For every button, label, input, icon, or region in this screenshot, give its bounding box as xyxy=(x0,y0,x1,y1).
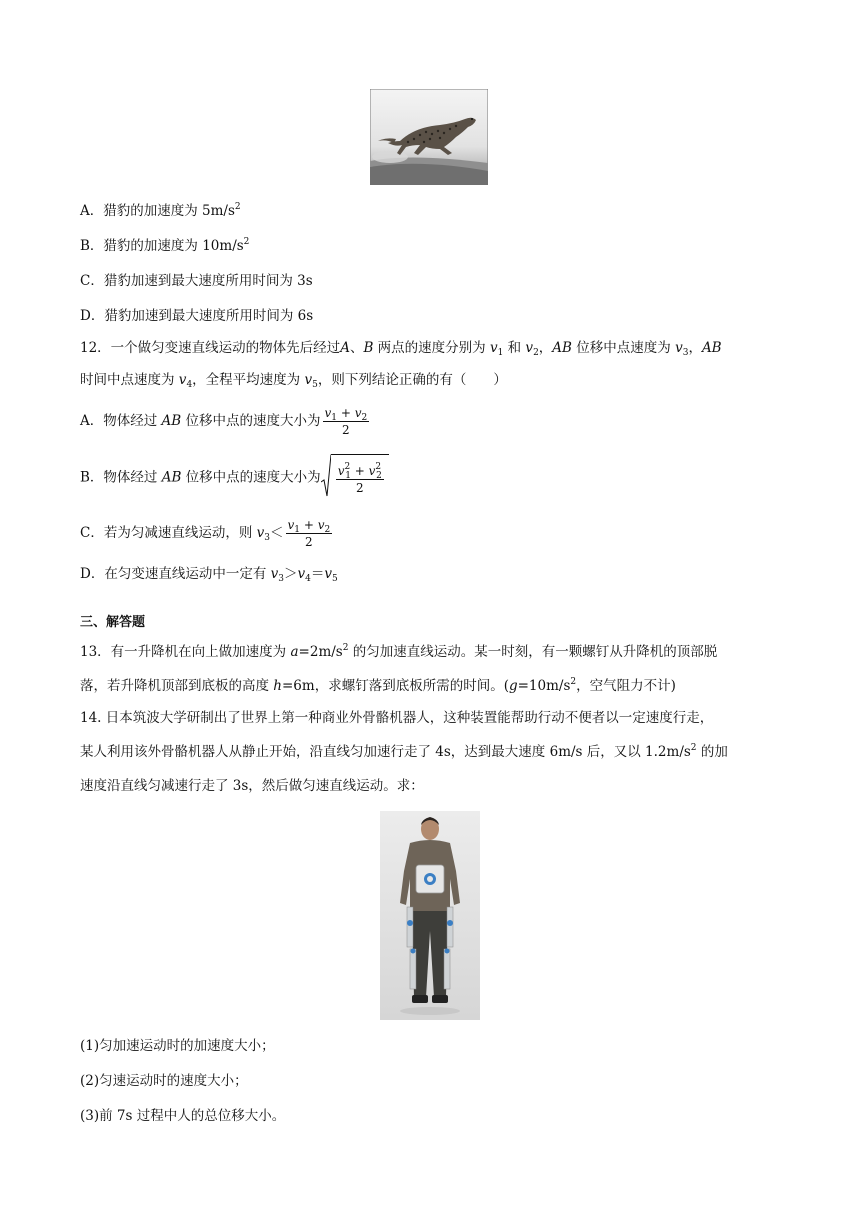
subscript: 3 xyxy=(682,348,689,358)
q13-line2 xyxy=(80,676,676,696)
q14-subquestion-1: (1)匀加速运动时的加速度大小； xyxy=(80,1038,275,1054)
q14-subquestion-2: (2)匀速运动时的速度大小； xyxy=(80,1073,248,1089)
q12-option-c xyxy=(80,515,334,551)
separator: ， xyxy=(538,340,553,356)
subscript: 1 xyxy=(497,348,504,358)
var-v: v xyxy=(525,340,534,356)
subscript: 1 xyxy=(294,525,301,535)
subscript: 2 xyxy=(533,348,539,358)
superscript: 2 xyxy=(344,462,351,472)
var-v: v xyxy=(675,340,683,356)
var-v: v xyxy=(368,464,376,478)
fraction-sum-of-squares-over-2 xyxy=(336,463,384,496)
section-title: 三、解答题 xyxy=(80,615,146,630)
var-v: v xyxy=(324,566,333,582)
var-v: v xyxy=(337,464,345,478)
subscript: 5 xyxy=(332,574,338,584)
subscript: 2 xyxy=(361,413,368,423)
q12-stem-text: ，则下列结论正确的有（ ） xyxy=(317,372,507,388)
less-than: ＜ xyxy=(270,525,284,541)
q12-stem-line1 xyxy=(80,338,722,358)
denominator: 2 xyxy=(342,423,350,437)
q12-option-b xyxy=(80,454,389,502)
q13-text: =6m，求螺钉落到底板所需的时间。( xyxy=(282,678,509,694)
q11-option-b xyxy=(80,236,249,256)
q12-option-text: 位移中点的速度大小为 xyxy=(181,413,321,429)
var-v: v xyxy=(178,372,187,388)
var-v: v xyxy=(297,566,306,582)
var-v: v xyxy=(287,518,295,532)
var-v: v xyxy=(489,340,498,356)
q12-stem-text: 两点的速度分别为 xyxy=(373,340,490,356)
q12-option-text: A．物体经过 xyxy=(80,413,162,429)
q11-option-d: D．猎豹加速到最大速度所用时间为 6s xyxy=(80,308,314,324)
point-b: B xyxy=(363,340,374,356)
subscript: 4 xyxy=(305,574,311,584)
equals: ＝ xyxy=(310,566,325,582)
q14-text: 的加 xyxy=(696,744,728,760)
var-v: v xyxy=(354,406,362,420)
q14-text: 某人利用该外骨骼机器人从静止开始，沿直线匀加速行走了 4s，达到最大速度 6m/s 后，又以 1.2m/s xyxy=(80,744,691,760)
separator: 、 xyxy=(349,340,364,356)
denominator: 2 xyxy=(305,535,313,549)
sqrt-expression xyxy=(321,454,389,502)
q12-stem-line2 xyxy=(80,370,507,390)
superscript: 2 xyxy=(375,462,382,472)
exoskeleton-image xyxy=(380,811,480,1020)
var-v: v xyxy=(270,566,279,582)
var-v: v xyxy=(304,372,313,388)
q12-stem-text: 时间中点速度为 xyxy=(80,372,179,388)
segment-ab: AB xyxy=(161,469,182,486)
var-a: a xyxy=(290,644,299,660)
superscript: 2 xyxy=(570,677,577,687)
q12-option-text: D．在匀变速直线运动中一定有 xyxy=(80,566,271,582)
q13-text: ，空气阻力不计) xyxy=(576,678,676,694)
q11-option-c: C．猎豹加速到最大速度所用时间为 3s xyxy=(80,273,313,289)
q12-option-d xyxy=(80,564,338,584)
fraction-v1-plus-v2-over-2 xyxy=(286,517,333,550)
var-h: h xyxy=(273,678,282,694)
q11-option-a-sup: 2 xyxy=(234,202,241,212)
q13-text: 落，若升降机顶部到底板的高度 xyxy=(80,678,274,694)
subscript: 3 xyxy=(264,533,270,543)
q12-option-text: B．物体经过 xyxy=(80,469,162,486)
subscript: 2 xyxy=(376,471,382,481)
plus: + xyxy=(300,518,318,532)
q14-line3: 速度沿直线匀减速行走了 3s，然后做匀速直线运动。求： xyxy=(80,778,424,794)
superscript: 2 xyxy=(342,643,349,653)
plus: + xyxy=(337,406,355,420)
q12-stem-text: ，全程平均速度为 xyxy=(192,372,305,388)
denominator: 2 xyxy=(355,481,364,495)
var-g: g xyxy=(508,678,518,694)
segment-ab: AB xyxy=(161,413,182,429)
subscript: 1 xyxy=(345,471,351,481)
subscript: 4 xyxy=(186,380,193,390)
q12-option-text: C．若为匀减速直线运动，则 xyxy=(80,525,257,541)
q12-stem-text: 和 xyxy=(503,340,526,356)
greater-than: ＞ xyxy=(284,566,298,582)
q13-text: 13．有一升降机在向上做加速度为 xyxy=(80,644,291,660)
q11-option-b-sup: 2 xyxy=(243,237,250,247)
q13-line1 xyxy=(80,642,717,662)
q12-stem-text: 12．一个做匀变速直线运动的物体先后经过 xyxy=(80,340,341,356)
subscript: 1 xyxy=(331,413,338,423)
plus: + xyxy=(350,464,369,478)
var-v: v xyxy=(256,525,265,541)
segment-ab: AB xyxy=(701,340,722,356)
q13-text: =2m/s xyxy=(298,644,343,660)
q12-option-a xyxy=(80,403,371,439)
q11-option-a xyxy=(80,201,241,221)
q14-subquestion-3: (3)前 7s 过程中人的总位移大小。 xyxy=(80,1108,286,1124)
superscript: 2 xyxy=(690,743,697,753)
cheetah-image xyxy=(370,89,488,185)
separator: ， xyxy=(688,340,702,356)
var-v: v xyxy=(324,406,332,420)
fraction-v1-plus-v2-over-2 xyxy=(323,405,370,438)
q12-option-text: 位移中点的速度大小为 xyxy=(181,469,321,486)
q13-text: =10m/s xyxy=(517,678,571,694)
subscript: 3 xyxy=(278,574,284,584)
q14-line1: 14. 日本筑波大学研制出了世界上第一种商业外骨骼机器人，这种装置能帮助行动不便者以一定速度行走， xyxy=(80,710,714,726)
q11-option-b-text: B．猎豹的加速度为 10m/s xyxy=(80,238,244,254)
point-a: A xyxy=(340,340,350,356)
var-v: v xyxy=(317,518,325,532)
subscript: 5 xyxy=(312,380,318,390)
q12-stem-text: 位移中点速度为 xyxy=(571,340,676,356)
subscript: 2 xyxy=(324,525,331,535)
q11-option-a-text: A．猎豹的加速度为 5m/s xyxy=(80,203,235,219)
segment-ab: AB xyxy=(552,340,572,356)
q14-line2 xyxy=(80,742,728,762)
radical-sign xyxy=(321,454,331,498)
q13-text: 的匀加速直线运动。某一时刻，有一颗螺钉从升降机的顶部脱 xyxy=(348,644,718,660)
